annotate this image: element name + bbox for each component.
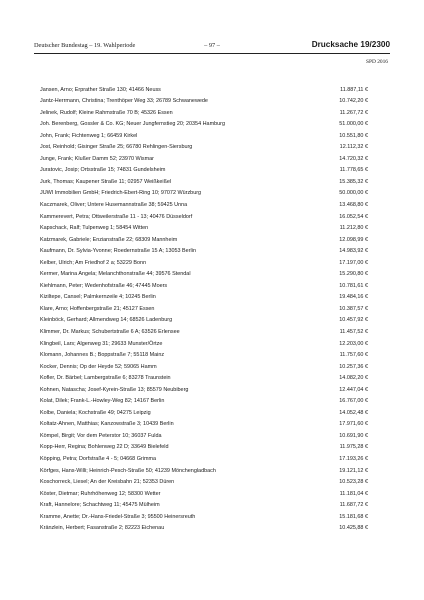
donation-amount: 10.387,57 € — [339, 305, 368, 312]
donor-name-address: Kofler, Dr. Bärbel; Lambergstraße 6; 83278 Traunstein — [40, 375, 171, 382]
table-row — [40, 108, 368, 120]
donation-amount: 12.098,99 € — [339, 236, 368, 243]
donor-name-address: Körfges, Hans-Willi; Heinrich-Pesch-Straße 50; 41239 Mönchengladbach — [40, 467, 216, 474]
table-row — [40, 466, 368, 478]
table-row — [40, 350, 368, 362]
table-row — [40, 373, 368, 385]
table-row — [40, 188, 368, 200]
document-number-prefix: Drucksache 19/ — [311, 40, 372, 49]
table-row — [40, 212, 368, 224]
table-row — [40, 523, 368, 535]
donor-name-address: John, Frank; Fichtenweg 1; 66459 Kirkel — [40, 132, 138, 139]
donation-amount: 19.121,12 € — [339, 467, 368, 474]
document-number-value: 2300 — [371, 40, 390, 49]
donation-amount: 11.687,72 € — [339, 502, 368, 509]
donor-name-address: Köpping, Petra; Dorfstraße 4 - 5; 04668 Grimma — [40, 456, 157, 462]
table-row — [40, 315, 368, 327]
donor-name-address: Kermer, Marina Angela; Melanchthonstraße 44; 39576 Stendal — [40, 271, 191, 278]
table-row — [40, 442, 368, 454]
table-row — [40, 281, 368, 293]
donor-name-address: Kaczmarek, Oliver; Untere Husemannstraße 38; 59425 Unna — [40, 201, 188, 208]
table-row — [40, 258, 368, 270]
donor-name-address: Junge, Frank; Klußer Damm 52; 23970 Wismar — [40, 155, 154, 162]
donor-name-address: Joh. Berenberg, Gossler & Co. KG; Neuer Jungfernstieg 20; 20354 Hamburg — [40, 121, 225, 128]
donor-name-address: Koschorreck, Liesel; An der Kreisbahn 21; 52353 Düren — [40, 479, 175, 486]
donation-amount: 10.781,61 € — [339, 282, 368, 289]
table-row — [40, 500, 368, 512]
table-row — [40, 477, 368, 489]
donor-name-address: Köster, Dietmar; Ruhrhöhenweg 12; 58300 Wetter — [40, 490, 161, 497]
donation-amount: 11.757,60 € — [339, 352, 368, 359]
donation-amount: 10.691,90 € — [339, 432, 368, 439]
donor-name-address: Jurk, Thomas; Kaupener Straße 11; 02957 Weißkeißel — [40, 178, 172, 185]
table-row — [40, 327, 368, 339]
donation-amount: 14.720,32 € — [339, 155, 368, 162]
donor-name-address: Jelinek, Rudolf; Kleine Rahmstraße 70 B; 45326 Essen — [40, 109, 173, 116]
donation-amount: 15.290,80 € — [339, 271, 368, 278]
table-row — [40, 96, 368, 108]
donor-name-address: Kammerevert, Petra; Ottweilerstraße 11 - 13; 40476 Düsseldorf — [40, 213, 193, 220]
donation-amount: 50.000,00 € — [339, 190, 368, 197]
donor-name-address: Juratovic, Josip; Ortsstraße 15; 74831 Gundelsheim — [40, 167, 166, 174]
donation-amount: 17.971,60 € — [339, 421, 368, 428]
donation-amount: 11.457,52 € — [339, 328, 368, 335]
table-row — [40, 269, 368, 281]
donor-name-address: Kopp-Herr, Regina; Bohlenweg 22 D; 33649 Bielefeld — [40, 444, 169, 451]
table-row — [40, 165, 368, 177]
donation-amount: 11.778,65 € — [339, 167, 368, 174]
donor-name-address: Kiziltepe, Cansel; Palmkernzeile 4; 10245 Berlin — [40, 294, 156, 301]
donation-amount: 51.000,00 € — [339, 121, 368, 128]
table-row — [40, 235, 368, 247]
donation-amount: 10.742,20 € — [339, 98, 368, 105]
table-row — [40, 512, 368, 524]
donation-amount: 11.212,80 € — [339, 225, 368, 232]
donor-name-address: Klimmer, Dr. Markus; Schubertstraße 6 A; 63526 Erlensee — [40, 328, 180, 335]
table-row — [40, 396, 368, 408]
table-row — [40, 223, 368, 235]
parliament-period: Deutscher Bundestag – 19. Wahlperiode — [34, 42, 136, 49]
table-row — [40, 408, 368, 420]
page-header — [34, 40, 390, 52]
donor-name-address: Kohnen, Natascha; Josef-Kyrein-Straße 13; 85579 Neubiberg — [40, 386, 189, 393]
table-row — [40, 85, 368, 97]
donor-name-address: Jantz-Herrmann, Christina; Trenthöper Weg 33; 26789 Schwanewede — [40, 98, 208, 105]
donation-amount: 12.112,32 € — [339, 144, 368, 151]
donation-amount: 13.468,80 € — [339, 201, 368, 208]
table-row — [40, 304, 368, 316]
donor-name-address: Klare, Arno; Hoffenbergstraße 21; 45127 Essen — [40, 305, 155, 312]
donation-amount: 16.052,54 € — [339, 213, 368, 220]
table-row — [40, 131, 368, 143]
donor-name-address: Koltatz-Ahnen, Matthias; Kanzowstraße 3; 10439 Berlin — [40, 421, 174, 428]
donor-name-address: Kolbe, Daniela; Kochstraße 49; 04275 Leipzig — [40, 409, 151, 416]
table-row — [40, 292, 368, 304]
donation-amount: 11.181,04 € — [339, 490, 368, 497]
table-row — [40, 419, 368, 431]
donor-name-address: Klingbeil, Lars; Algenweg 31; 29633 Munster/Örtze — [40, 340, 163, 347]
donation-amount: 10.457,92 € — [339, 317, 368, 324]
donor-list — [40, 85, 368, 535]
donor-name-address: Katzmarek, Gabriele; Enzianstraße 22; 68309 Mannheim — [40, 236, 178, 243]
table-row — [40, 142, 368, 154]
table-row — [40, 177, 368, 189]
donor-name-address: JUWI Immobilien GmbH; Friedrich-Ebert-Ring 10; 97072 Würzburg — [40, 190, 202, 197]
donation-amount: 15.385,32 € — [339, 178, 368, 185]
page-number: – 97 – — [204, 42, 220, 49]
table-row — [40, 454, 368, 466]
table-row — [40, 339, 368, 351]
donation-amount: 10.551,80 € — [339, 132, 368, 139]
document-number — [312, 39, 390, 51]
table-row — [40, 362, 368, 374]
donor-name-address: Kapschack, Ralf; Tulpenweg 1; 58454 Witten — [40, 225, 149, 232]
table-row — [40, 200, 368, 212]
table-row — [40, 119, 368, 131]
donation-amount: 11.267,72 € — [339, 109, 368, 116]
donor-name-address: Kocker, Dennis; Op der Heyde 52; 59065 Hamm — [40, 363, 157, 370]
table-row — [40, 246, 368, 258]
donor-name-address: Kelber, Ulrich; Am Friedhof 2 a; 53229 Bonn — [40, 259, 147, 266]
donor-name-address: Kiehlmann, Peter; Wedenhofstraße 46; 47445 Moers — [40, 282, 168, 289]
donation-amount: 12.203,00 € — [339, 340, 368, 347]
donor-name-address: Kolat, Dilek; Frank-L.-Howley-Weg 82; 14167 Berlin — [40, 398, 165, 405]
table-row — [40, 385, 368, 397]
donor-name-address: Kränzlein, Herbert; Fasanstraße 2; 82223 Eichenau — [40, 525, 165, 532]
donation-amount: 10.425,88 € — [339, 525, 368, 532]
donation-amount: 14.082,20 € — [339, 375, 368, 382]
header-rule — [34, 53, 390, 54]
donation-amount: 16.767,00 € — [339, 398, 368, 405]
donation-amount: 14.052,48 € — [339, 409, 368, 416]
donor-name-address: Klomann, Johannes B.; Boppstraße 7; 55118 Mainz — [40, 352, 165, 359]
table-row — [40, 154, 368, 166]
donation-amount: 19.484,16 € — [339, 294, 368, 301]
donor-name-address: Kömpel, Birgit; Vor dem Peterstor 10; 36037 Fulda — [40, 432, 162, 439]
donation-amount: 12.447,04 € — [339, 386, 368, 393]
donation-amount: 17.197,00 € — [339, 259, 368, 266]
donor-name-address: Jansen, Arno; Erprather Straße 130; 41466 Neuss — [40, 86, 161, 93]
table-row — [40, 489, 368, 501]
donation-amount: 17.193,26 € — [339, 456, 368, 462]
party-year-label: SPD 2016 — [365, 59, 388, 65]
donation-amount: 15.181,68 € — [339, 513, 368, 520]
donation-amount: 11.975,28 € — [339, 444, 368, 451]
donor-name-address: Kaufmann, Dr. Sylvia-Yvonne; Roedernstraße 15 A; 13053 Berlin — [40, 248, 196, 255]
donation-amount: 10.257,36 € — [339, 363, 368, 370]
donor-name-address: Kramme, Anette; Dr.-Hans-Friedel-Straße 3; 95500 Heinersreuth — [40, 513, 196, 520]
table-row — [40, 431, 368, 443]
donation-amount: 11.887,11 € — [340, 86, 368, 93]
donor-name-address: Jost, Reinhold; Gisinger Straße 25; 66780 Rehlingen-Siersburg — [40, 144, 193, 151]
donation-amount: 14.983,92 € — [339, 248, 368, 255]
donation-amount: 10.523,28 € — [339, 479, 368, 486]
donor-name-address: Kraft, Hannelore; Schachtweg 11; 45475 Mülheim — [40, 502, 160, 509]
donor-name-address: Kleinböck, Gerhard; Allmendweg 14; 68526 Ladenburg — [40, 317, 173, 324]
